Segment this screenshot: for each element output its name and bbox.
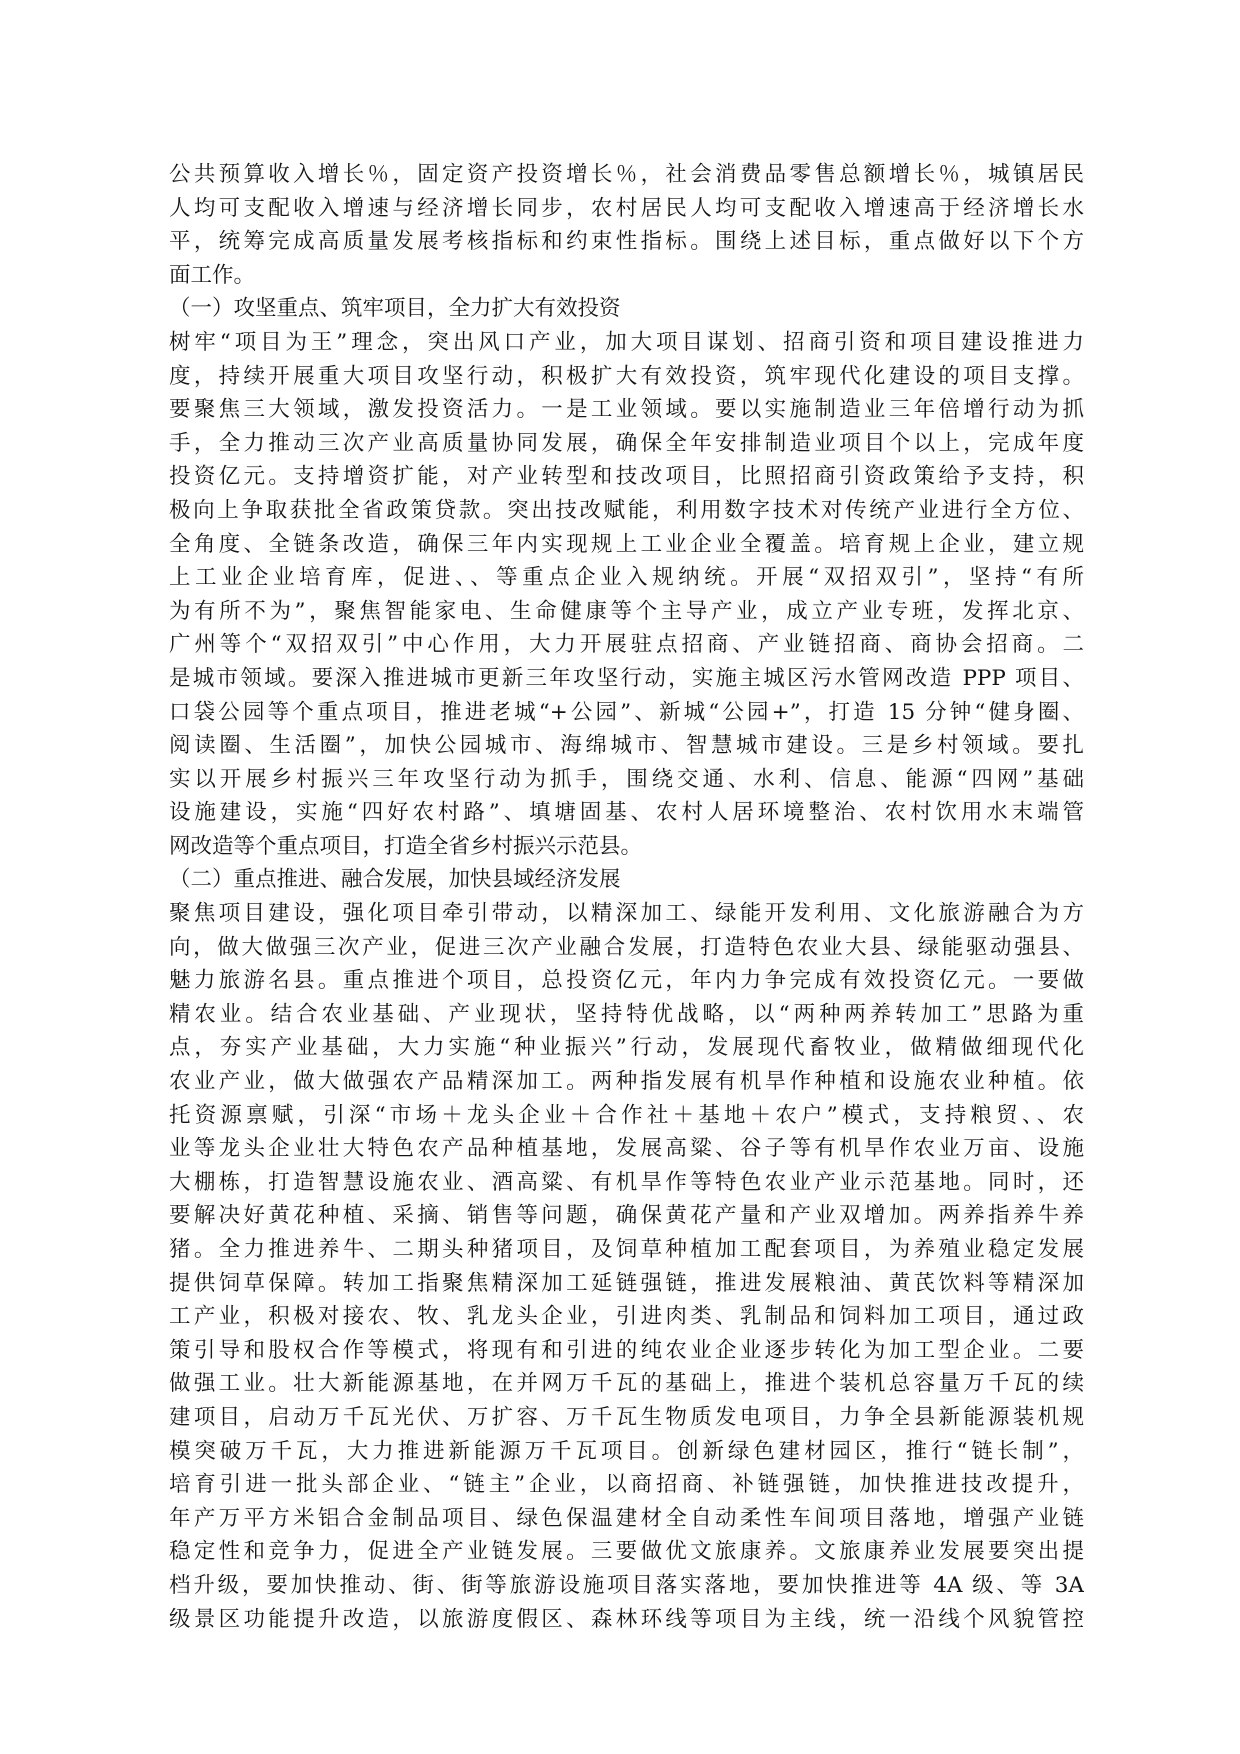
text-line: 投资亿元。支持增资扩能，对产业转型和技改项目，比照招商引资政策给予支持，积: [169, 464, 1084, 490]
text-line: 大棚栋，打造智慧设施农业、酒高粱、有机旱作等特色农业产业示范基地。同时，还: [169, 1169, 1084, 1195]
text-line: 培育引进一批头部企业、“链主”企业，以商招商、补链强链，加快推进技改提升，: [169, 1472, 1084, 1498]
text-line: 策引导和股权合作等模式，将现有和引进的纯农业企业逐步转化为加工型企业。二要: [169, 1337, 1084, 1363]
text-line: （一）攻坚重点、筑牢项目，全力扩大有效投资: [169, 296, 621, 322]
text-line: 农业产业，做大做强农产品精深加工。两种指发展有机旱作种植和设施农业种植。依: [169, 1069, 1084, 1095]
text-line: 为有所不为”，聚焦智能家电、生命健康等个主导产业，成立产业专班，发挥北京、: [169, 598, 1084, 624]
text-line: 做强工业。壮大新能源基地，在并网万千瓦的基础上，推进个装机总容量万千瓦的续: [169, 1371, 1084, 1397]
text-line: 向，做大做强三次产业，促进三次产业融合发展，打造特色农业大县、绿能驱动强县、: [169, 934, 1084, 960]
text-line: 建项目，启动万千瓦光伏、万扩容、万千瓦生物质发电项目，力争全县新能源装机规: [169, 1404, 1084, 1430]
text-line: 是城市领域。要深入推进城市更新三年攻坚行动，实施主城区污水管网改造 PPP 项目、: [169, 665, 1084, 691]
text-line: 托资源禀赋，引深“市场＋龙头企业＋合作社＋基地＋农户”模式，支持粮贸、、农: [169, 1102, 1084, 1128]
text-line: （二）重点推进、融合发展，加快县域经济发展: [169, 867, 621, 893]
text-line: 网改造等个重点项目，打造全省乡村振兴示范县。: [169, 833, 643, 859]
text-line: 提供饲草保障。转加工指聚焦精深加工延链强链，推进发展粮油、黄芪饮料等精深加: [169, 1270, 1084, 1296]
text-line: 模突破万千瓦，大力推进新能源万千瓦项目。创新绿色建材园区，推行“链长制”，: [169, 1438, 1084, 1464]
text-line: 工产业，积极对接农、牧、乳龙头企业，引进肉类、乳制品和饲料加工项目，通过政: [169, 1304, 1084, 1330]
text-line: 精农业。结合农业基础、产业现状，坚持特优战略，以“两种两养转加工”思路为重: [169, 1001, 1084, 1027]
text-line: 设施建设，实施“四好农村路”、填塘固基、农村人居环境整治、农村饮用水末端管: [169, 800, 1084, 826]
text-line: 公共预算收入增长％，固定资产投资增长％，社会消费品零售总额增长％，城镇居民: [169, 162, 1084, 187]
text-line: 上工业企业培育库，促进、、等重点企业入规纳统。开展“双招双引”，坚持“有所: [169, 565, 1084, 591]
text-line: 级景区功能提升改造，以旅游度假区、森林环线等项目为主线，统一沿线个风貌管控: [169, 1606, 1084, 1632]
text-line: 点，夯实产业基础，大力实施“种业振兴”行动，发展现代畜牧业，做精做细现代化: [169, 1035, 1084, 1061]
text-line: 口袋公园等个重点项目，推进老城“+公园”、新城“公园+”，打造 15 分钟“健身圈、: [169, 699, 1084, 725]
text-line: 猪。全力推进养牛、二期头种猪项目，及饲草种植加工配套项目，为养殖业稳定发展: [169, 1237, 1084, 1262]
text-line: 树牢“项目为王”理念，突出风口产业，加大项目谋划、招商引资和项目建设推进力: [169, 329, 1084, 355]
text-line: 要聚焦三大领域，激发投资活力。一是工业领域。要以实施制造业三年倍增行动为抓: [169, 397, 1084, 423]
text-line: 魅力旅游名县。重点推进个项目，总投资亿元，年内力争完成有效投资亿元。一要做: [169, 968, 1084, 994]
text-line: 广州等个“双招双引”中心作用，大力开展驻点招商、产业链招商、商协会招商。二: [169, 632, 1084, 658]
text-line: 度，持续开展重大项目攻坚行动，积极扩大有效投资，筑牢现代化建设的项目支撑。: [169, 363, 1084, 389]
text-line: 极向上争取获批全省政策贷款。突出技改赋能，利用数字技术对传统产业进行全方位、: [169, 497, 1084, 523]
text-line: 要解决好黄花种植、采摘、销售等问题，确保黄花产量和产业双增加。两养指养牛养: [169, 1203, 1084, 1229]
text-line: 聚焦项目建设，强化项目牵引带动，以精深加工、绿能开发利用、文化旅游融合为方: [169, 901, 1084, 927]
text-line: 阅读圈、生活圈”，加快公园城市、海绵城市、智慧城市建设。三是乡村领域。要扎: [169, 733, 1084, 759]
text-line: 手，全力推动三次产业高质量协同发展，确保全年安排制造业项目个以上，完成年度: [169, 430, 1084, 456]
text-line: 档升级，要加快推动、街、街等旅游设施项目落实落地，要加快推进等 4A 级、等 3A: [169, 1572, 1084, 1598]
text-line: 面工作。: [169, 262, 256, 288]
text-line: 平，统筹完成高质量发展考核指标和约束性指标。围绕上述目标，重点做好以下个方: [169, 229, 1084, 255]
text-line: 实以开展乡村振兴三年攻坚行动为抓手，围绕交通、水利、信息、能源“四网”基础: [169, 766, 1084, 792]
text-line: 人均可支配收入增速与经济增长同步，农村居民人均可支配收入增速高于经济增长水: [169, 195, 1084, 221]
text-line: 年产万平方米铝合金制品项目、绿色保温建材全自动柔性车间项目落地，增强产业链: [169, 1505, 1084, 1531]
document-page: [169, 158, 1084, 1636]
text-line: 稳定性和竞争力，促进全产业链发展。三要做优文旅康养。文旅康养业发展要突出提: [169, 1539, 1084, 1565]
text-line: 业等龙头企业壮大特色农产品种植基地，发展高粱、谷子等有机旱作农业万亩、设施: [169, 1136, 1084, 1162]
text-line: 全角度、全链条改造，确保三年内实现规上工业企业全覆盖。培育规上企业，建立规: [169, 531, 1084, 557]
